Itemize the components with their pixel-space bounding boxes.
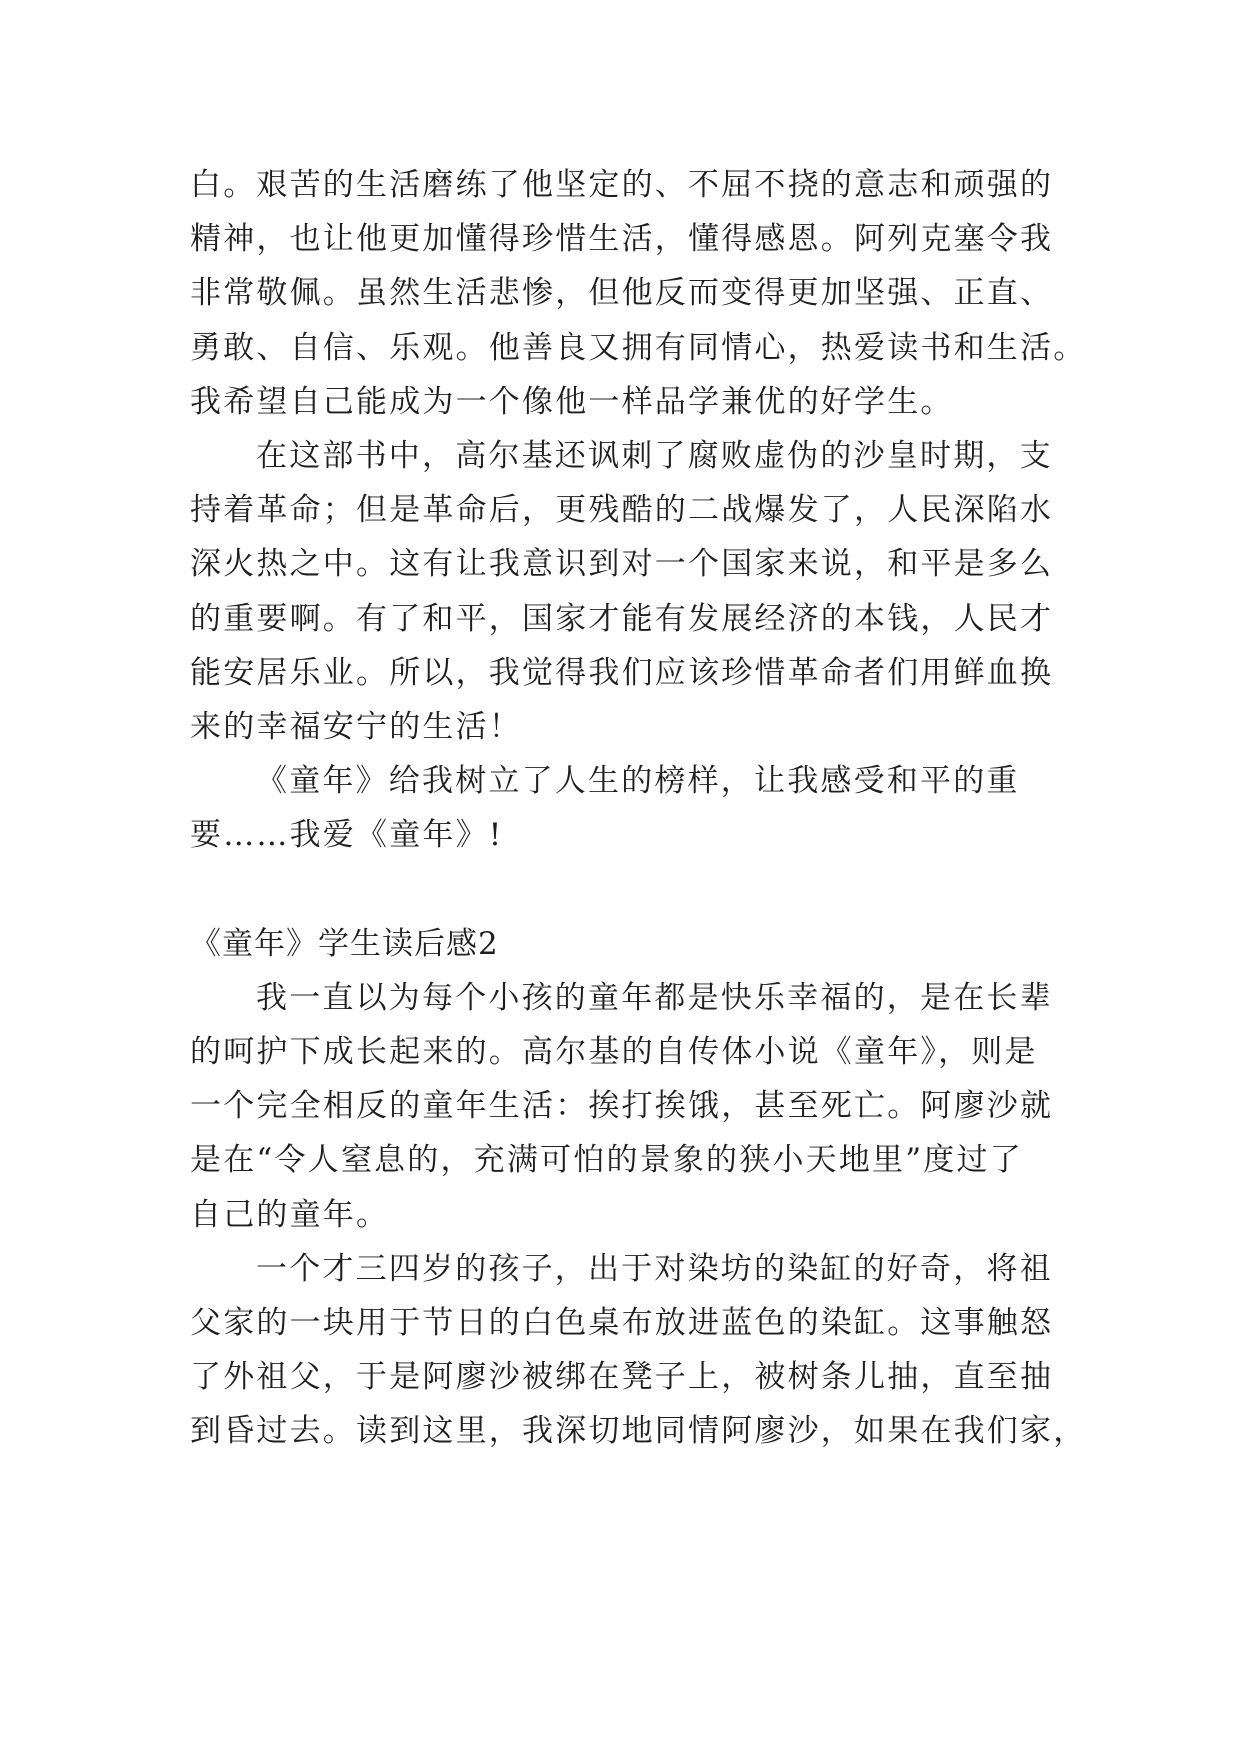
text-line: 到昏过去。读到这里，我深切地同情阿廖沙，如果在我们家， <box>190 1413 1087 1450</box>
text-line: 持着革命；但是革命后，更残酷的二战爆发了，人民深陷水 <box>190 492 1054 529</box>
text-line: 父家的一块用于节日的白色桌布放进蓝色的染缸。这事触怒 <box>190 1304 1054 1341</box>
text-line: 了外祖父，于是阿廖沙被绑在凳子上，被树条儿抽，直至抽 <box>190 1359 1054 1396</box>
text-line: 我一直以为每个小孩的童年都是快乐幸福的，是在长辈 <box>256 979 1053 1016</box>
blank-line <box>190 862 1070 916</box>
paragraph <box>190 158 1087 429</box>
paragraph <box>190 754 1070 862</box>
text-line: 一个完全相反的童年生活：挨打挨饿，甚至死亡。阿廖沙就 <box>190 1088 1054 1125</box>
paragraph <box>190 971 1070 1242</box>
paragraph <box>190 429 1070 754</box>
document-body <box>190 158 1087 1459</box>
text-line: 一个才三四岁的孩子，出于对染坊的染缸的好奇，将祖 <box>256 1250 1053 1287</box>
text-line: 是在“令人窒息的，充满可怕的景象的狭小天地里”度过了 <box>190 1142 1023 1179</box>
text-line: 来的幸福安宁的生活！ <box>190 708 522 745</box>
text-line: 深火热之中。这有让我意识到对一个国家来说，和平是多么 <box>190 546 1054 583</box>
text-line: 勇敢、自信、乐观。他善良又拥有同情心，热爱读书和生活。 <box>190 329 1087 366</box>
text-line: 自己的童年。 <box>190 1196 390 1233</box>
essay-title: 《童年》学生读后感2 <box>190 925 499 962</box>
text-line: 能安居乐业。所以，我觉得我们应该珍惜革命者们用鲜血换 <box>190 654 1054 691</box>
text-line: 非常敬佩。虽然生活悲惨，但他反而变得更加坚强、正直、 <box>190 275 1054 312</box>
text-line: 精神，也让他更加懂得珍惜生活，懂得感恩。阿列克塞令我 <box>190 221 1054 258</box>
paragraph <box>190 1242 1087 1459</box>
text-line: 《童年》给我树立了人生的榜样，让我感受和平的重 <box>256 763 1020 800</box>
text-line: 白。艰苦的生活磨练了他坚定的、不屈不挠的意志和顽强的 <box>190 167 1054 203</box>
text-line: 要……我爱《童年》! <box>190 817 504 854</box>
text-line: 我希望自己能成为一个像他一样品学兼优的好学生。 <box>190 383 954 420</box>
text-line: 在这部书中，高尔基还讽刺了腐败虚伪的沙皇时期，支 <box>256 437 1053 474</box>
text-line: 的呵护下成长起来的。高尔基的自传体小说《童年》，则是 <box>190 1034 1038 1070</box>
text-line: 的重要啊。有了和平，国家才能有发展经济的本钱，人民才 <box>190 600 1054 637</box>
